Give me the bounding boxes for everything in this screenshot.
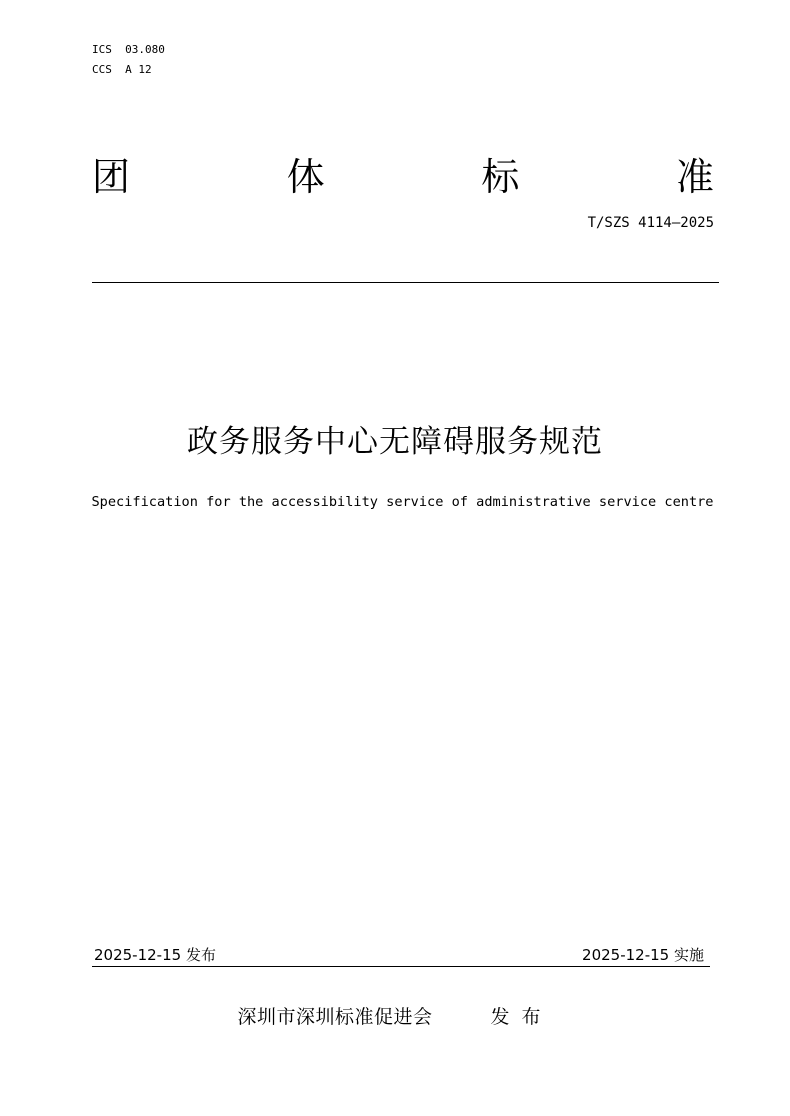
standard-type-heading bbox=[92, 154, 714, 200]
standard-type-char: 团 bbox=[92, 155, 131, 199]
issue-label: 发布 bbox=[490, 1006, 553, 1028]
standard-number: T/SZS 4114—2025 bbox=[587, 215, 714, 231]
document-title-cn: 政务服务中心无障碍服务规范 bbox=[187, 424, 603, 460]
standard-type-char: 体 bbox=[286, 155, 325, 199]
bottom-divider bbox=[92, 966, 710, 967]
standard-type-char: 标 bbox=[481, 155, 520, 199]
standard-type-char: 准 bbox=[675, 155, 714, 199]
classification-codes bbox=[92, 40, 165, 80]
ics-code: ICS 03.080 bbox=[92, 43, 165, 56]
top-divider bbox=[92, 282, 719, 283]
issuer-line bbox=[0, 1004, 790, 1030]
issuer-name: 深圳市深圳标准促进会 bbox=[237, 1006, 433, 1028]
implement-date: 2025-12-15 实施 bbox=[582, 946, 704, 964]
ccs-code: CCS A 12 bbox=[92, 63, 152, 76]
document-title-en: Specification for the accessibility service of administrative service centre bbox=[91, 494, 714, 510]
publish-date: 2025-12-15 发布 bbox=[94, 946, 216, 964]
